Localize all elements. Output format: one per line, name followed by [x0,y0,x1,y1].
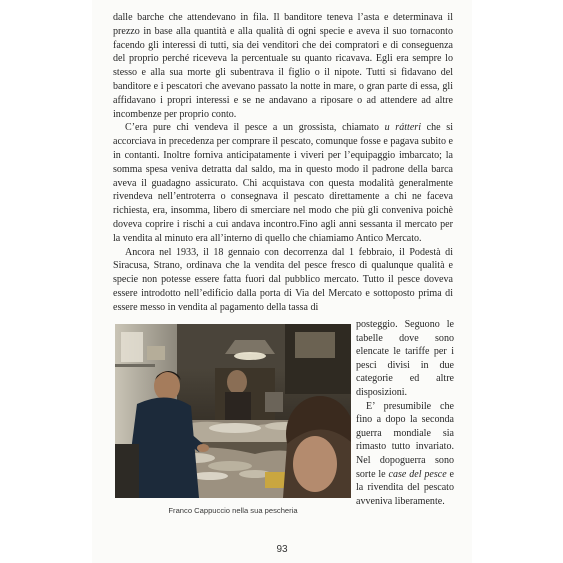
page-number: 93 [276,544,288,555]
photo-illustration [115,324,351,498]
photo-caption: Franco Cappuccio nella sua pescheria [168,506,298,515]
side-paragraph-2-rest: e la rivendita del pescato avveniva liberamente. [356,468,454,507]
paragraph-2-start: C’era pure chi vendeva il pesce a un grossista, chiamato [125,122,385,134]
side-text-block [356,318,454,508]
paragraph-1: dalle barche che attendevano in fila. Il banditore teneva l’asta e determinava il prezzo in base alla quantità e alla qualità di ogni specie e aveva il suo tornaconto facendo gli interessi di tutti, sia dei venditori che dei compratori e di conseguenza del proprio perché riceveva la percentuale su quanto ricavava. Egli era sempre lo stesso e alla sua morte gli subentrava il figlio o il nipote. Tutti si fidavano del banditore e i pescatori che avevano passato la notte in mare, o gran parte di essa, gli affidavano i propri interessi e se ne andavano a riposare o ad attendere ad altre incombenze per proprio conto. [113,12,453,120]
paragraph-2 [113,121,453,245]
paragraph-2-italic-term: u rátteri [384,122,421,134]
fishmonger-photo [115,324,351,498]
side-paragraph-2-start: E’ presumibile che fino a dopo la seconda guerra mondiale sia rimasto tutto invariato. Nel dopoguerra sono sorte le [356,400,454,480]
main-text-block [113,11,453,315]
side-paragraph-1: posteggio. Seguono le tabelle dove sono elencate le tariffe per i pesci divisi in due categorie ed altre disposizioni. [356,319,454,398]
side-paragraph-2-italic-term: case del pesce [388,468,447,480]
side-paragraph-2 [356,400,454,509]
paragraph-3: Ancora nel 1933, il 18 gennaio con decorrenza dal 1 febbraio, il Podestà di Siracusa, Strano, ordinava che la vendita del pesce fresco di qualunque qualità e specie non potesse essere fatta fuori dal pubblico mercato. Tutto il pesce doveva essere introdotto nell’edificio dalla porta di Via del Mercato e sottoposto prima di essere messo in vendita al pagamento della tassa di [113,246,453,313]
paragraph-2-rest: che si accorciava in precedenza per comprare il pescato, comunque fosse e pagava subito e in contanti. Inoltre forniva anticipatamente i viveri per l’equipaggio imbarcato; la somma spesa veniva detratta dal saldo, ma in questo modo il padrone della barca aveva il guadagno assicurato. Chi acquistava con questa modalità generalmente rivendeva nell’entroterra o consegnava il pescato direttamente a chi ne faceva richiesta, era, insomma, libero di smerciare nel modo che più gli conveniva poichè doveva coprire i rischi a cui andava incontro.Fino agli anni sessanta il mercato per la vendita al minuto era all’interno di quello che chiamiamo Antico Mercato. [113,122,454,244]
